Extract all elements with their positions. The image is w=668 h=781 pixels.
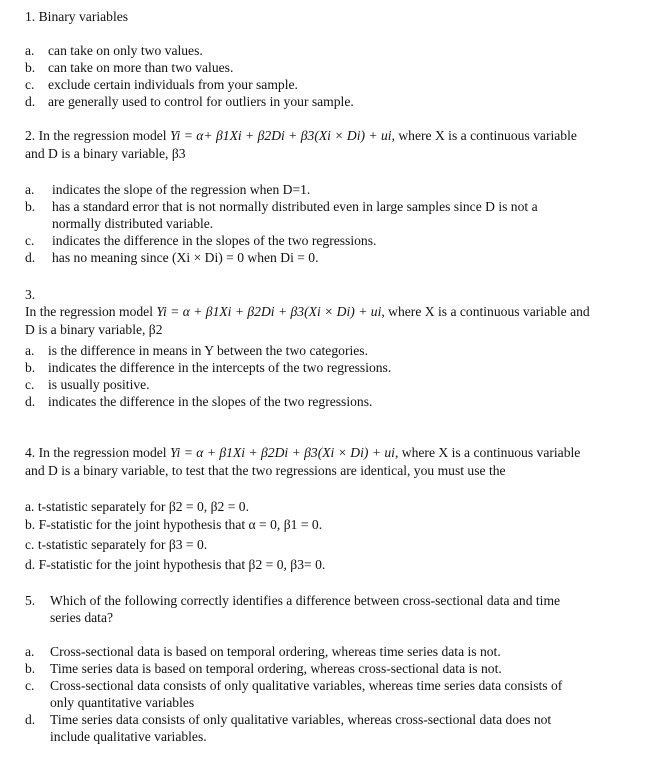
question-3-number: 3. [25, 287, 36, 302]
question-5-option-b-text: Time series data is based on temporal ordering, whereas cross-sectional data is not. [50, 661, 502, 676]
question-2-stem-line2: and D is a binary variable, β3 [25, 146, 186, 161]
question-2-option-b-text: has a standard error that is not normally distributed even in large samples since D is not a [52, 199, 538, 214]
question-3-option-a-text: is the difference in means in Y between the two categories. [48, 343, 368, 358]
question-5-option-a: a. [25, 644, 35, 659]
question-4-option-d: d. F-statistic for the joint hypothesis that β2 = 0, β3= 0. [25, 557, 326, 572]
question-1-option-a-text: can take on only two values. [48, 43, 203, 58]
question-3-option-c: c. [25, 377, 35, 392]
question-2-option-b: b. [25, 199, 36, 214]
question-1-stem: 1. Binary variables [25, 9, 129, 24]
question-5-option-a-text: Cross-sectional data is based on temporal ordering, whereas time series data is not. [50, 644, 501, 659]
question-4-option-a: a. t-statistic separately for β2 = 0, β2 = 0. [25, 499, 249, 514]
question-3-option-b: b. [25, 360, 36, 375]
question-1-option-c-text: exclude certain individuals from your sample. [48, 77, 298, 92]
question-4-option-c: c. t-statistic separately for β3 = 0. [25, 537, 208, 552]
question-5-option-d: d. [25, 712, 36, 727]
question-3-stem: In the regression model Yi = α + β1Xi + β2Di + β3(Xi × Di) + ui, where X is a continuous variable and [25, 304, 590, 319]
question-2-stem: 2. In the regression model Yi = α+ β1Xi + β2Di + β3(Xi × Di) + ui, where X is a continuous variable [25, 128, 577, 143]
question-4-option-b-text: F-statistic for the joint hypothesis that α = 0, β1 = 0. [38, 517, 323, 532]
question-5-option-d-text: Time series data consists of only qualitative variables, whereas cross-sectional data does not [50, 712, 552, 727]
question-4-stem: 4. In the regression model Yi = α + β1Xi + β2Di + β3(Xi × Di) + ui, where X is a continuous variable [25, 445, 581, 460]
question-2-option-d-text: has no meaning since (Xi × Di) = 0 when Di = 0. [52, 250, 319, 265]
question-1-option-b: b. [25, 60, 36, 75]
question-1-option-d-text: are generally used to control for outliers in your sample. [48, 94, 354, 109]
question-5-option-c-text: Cross-sectional data consists of only qualitative variables, whereas time series data consists of [50, 678, 563, 693]
question-3-option-a: a. [25, 343, 35, 358]
question-1-option-a: a. [25, 43, 35, 58]
question-3-stem-line2: D is a binary variable, β2 [25, 322, 163, 337]
question-2-model: Yi = α+ β1Xi + β2Di + β3(Xi × Di) + ui [170, 128, 392, 143]
question-5-option-c: c. [25, 678, 35, 693]
question-2-option-a: a. [25, 182, 35, 197]
question-3-model: Yi = α + β1Xi + β2Di + β3(Xi × Di) + ui [156, 304, 382, 319]
question-4-stem-line2: and D is a binary variable, to test that the two regressions are identical, you must use the [25, 463, 506, 478]
question-2-option-b-text-cont: normally distributed variable. [52, 216, 214, 231]
question-3-option-b-text: indicates the difference in the intercepts of the two regressions. [48, 360, 392, 375]
question-3-option-d-text: indicates the difference in the slopes of the two regressions. [48, 394, 373, 409]
question-5-stem: Which of the following correctly identifies a difference between cross-sectional data and time [50, 593, 561, 608]
question-2-option-d: d. [25, 250, 36, 265]
question-3-option-c-text: is usually positive. [48, 377, 150, 392]
question-5-stem-line2: series data? [50, 610, 114, 625]
question-4-option-d-text: F-statistic for the joint hypothesis that β2 = 0, β3= 0. [38, 557, 326, 572]
question-4-option-c-text: t-statistic separately for β3 = 0. [37, 537, 208, 552]
question-3-option-d: d. [25, 394, 36, 409]
question-5-option-b: b. [25, 661, 36, 676]
question-5-option-c-text-cont: only quantitative variables [50, 695, 195, 710]
question-1-option-d: d. [25, 94, 36, 109]
question-2-option-c: c. [25, 233, 35, 248]
question-5-number: 5. [25, 593, 36, 608]
question-2-option-a-text: indicates the slope of the regression when D=1. [52, 182, 311, 197]
question-4-option-a-text: t-statistic separately for β2 = 0, β2 = 0. [37, 499, 249, 514]
question-4-option-b: b. F-statistic for the joint hypothesis that α = 0, β1 = 0. [25, 517, 323, 532]
question-4-model: Yi = α + β1Xi + β2Di + β3(Xi × Di) + ui [170, 445, 395, 460]
question-5-option-d-text-cont: include qualitative variables. [50, 729, 207, 744]
question-1-option-c: c. [25, 77, 35, 92]
question-1-option-b-text: can take on more than two values. [48, 60, 234, 75]
question-2-option-c-text: indicates the difference in the slopes of the two regressions. [52, 233, 377, 248]
